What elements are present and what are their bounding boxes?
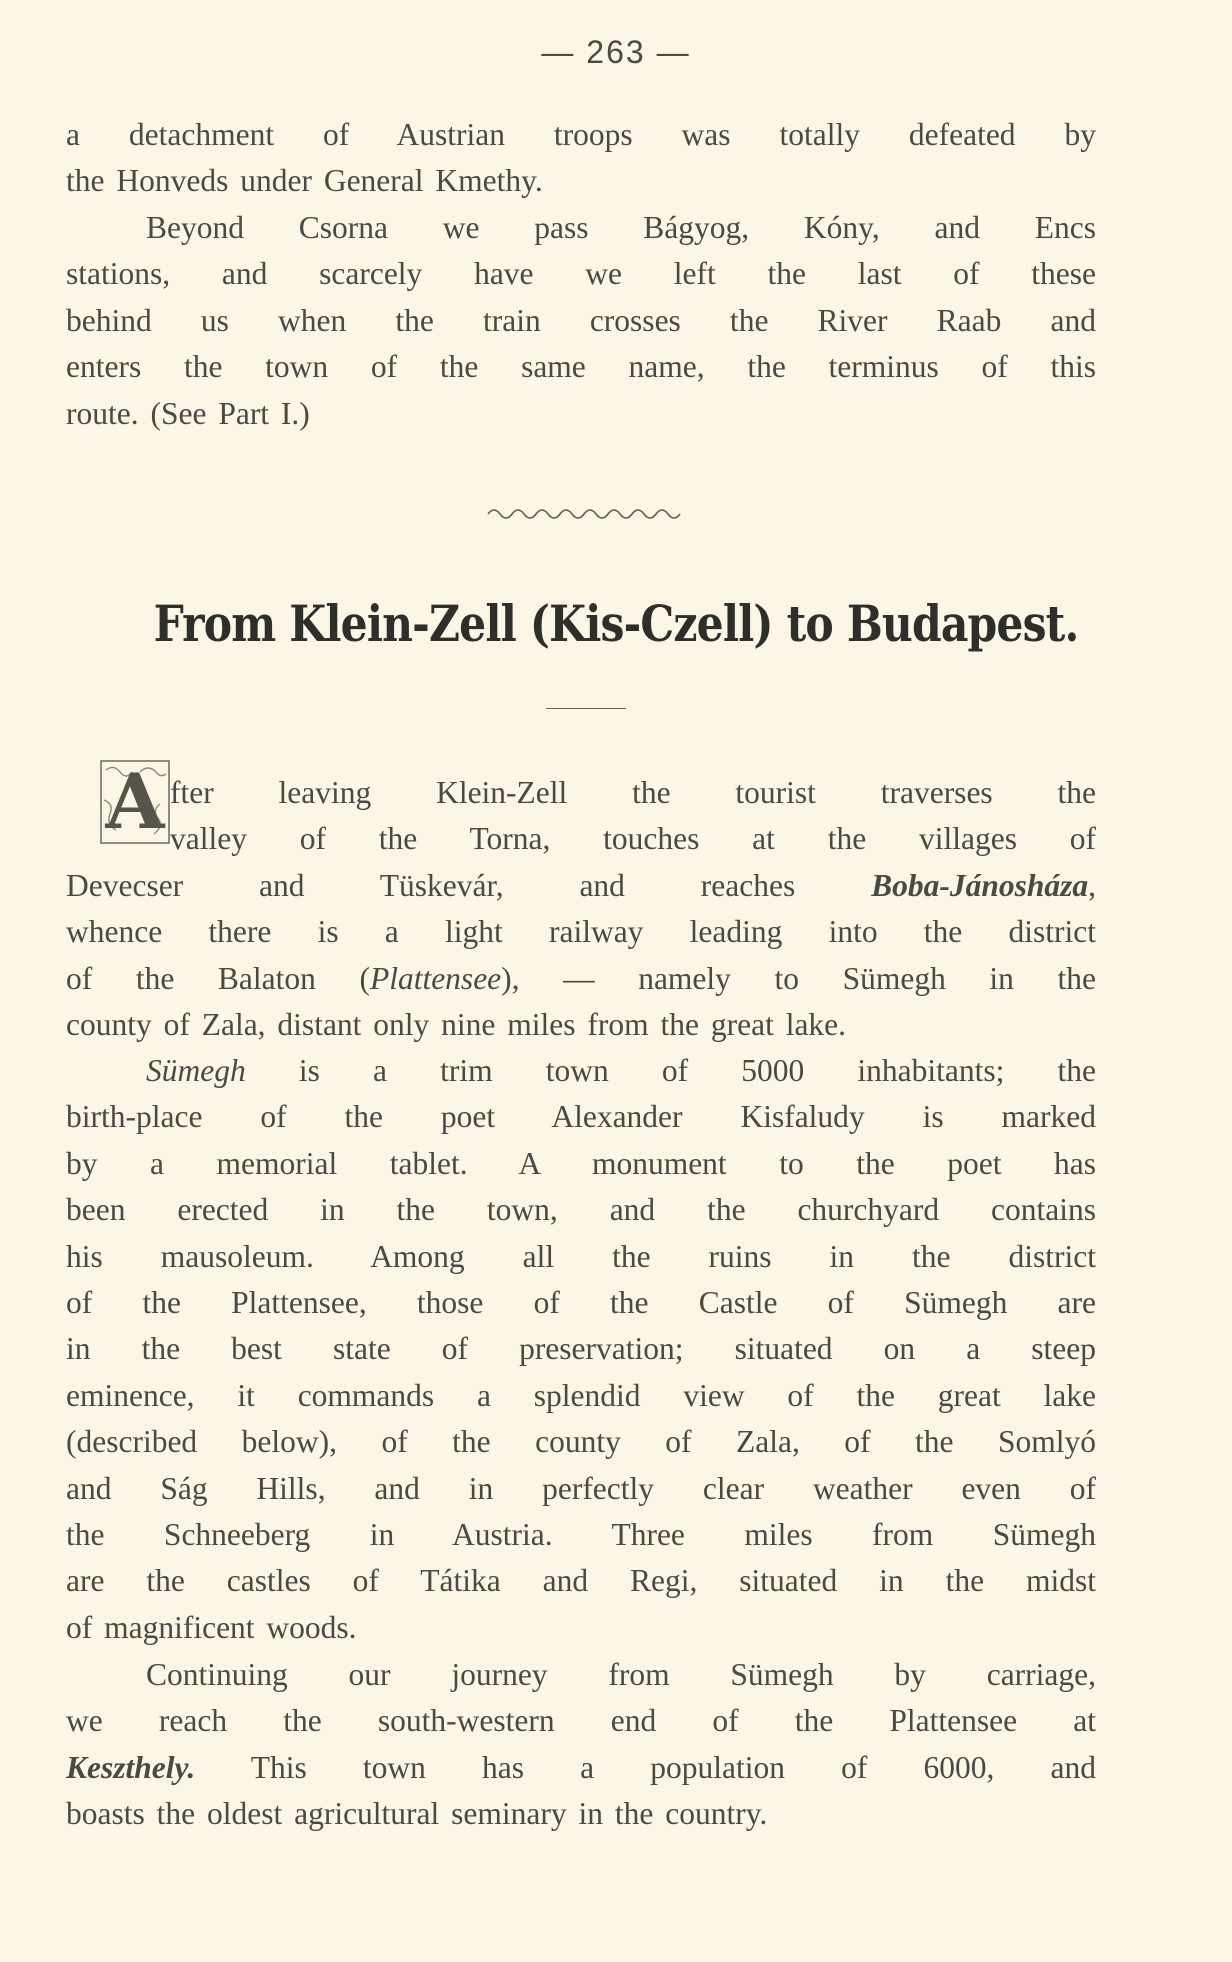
text-line: Continuing our journey from Sümegh by carriage, — [146, 1657, 1096, 1692]
text-line: of magnificent woods. — [66, 1609, 357, 1645]
paragraph-continuing — [66, 1652, 1096, 1838]
text-line: fter leaving Klein-Zell the tourist traverses the — [170, 775, 1096, 810]
text-line: county of Zala, distant only nine miles from the great lake. — [66, 1006, 847, 1042]
text-line: route. (See Part I.) — [66, 395, 310, 431]
text-line: (described below), of the county of Zala, of the Somlyó — [66, 1424, 1096, 1460]
paragraph-sumegh — [66, 1048, 1096, 1651]
text-line: boasts the oldest agricultural seminary in the country. — [66, 1796, 768, 1832]
text-line: stations, and scarcely have we left the last of these — [66, 256, 1096, 292]
text-line: birth-place of the poet Alexander Kisfaludy is marked — [66, 1099, 1096, 1135]
text-line: enters the town of the same name, the terminus of this — [66, 349, 1096, 385]
text-line — [66, 1048, 1096, 1094]
place-name-plattensee: Plattensee — [369, 960, 502, 996]
text-span: of the Balaton ( — [66, 960, 370, 996]
text-span: , — [1088, 867, 1096, 903]
text-span: This town has a population of 6000, and — [195, 1749, 1096, 1785]
text-line: behind us when the train crosses the River Raab and — [66, 302, 1096, 338]
text-line: of the Plattensee, those of the Castle of Sümegh are — [66, 1284, 1096, 1320]
text-line: valley of the Torna, touches at the villages of — [170, 821, 1096, 857]
paragraph-beyond-csorna — [66, 205, 1096, 437]
text-line: in the best state of preservation; situated on a steep — [66, 1331, 1096, 1367]
text-line — [66, 1745, 1096, 1791]
text-line: been erected in the town, and the churchyard contains — [66, 1192, 1096, 1228]
text-span: ), — namely to Sümegh in the — [501, 960, 1096, 996]
heading-rule — [546, 708, 626, 709]
text-line: whence there is a light railway leading into the district — [66, 914, 1096, 950]
section-heading: From Klein-Zell (Kis-Czell) to Budapest. — [153, 594, 1079, 653]
text-line: the Schneeberg in Austria. Three miles from Sümegh — [66, 1516, 1096, 1552]
dropcap-letter: A — [105, 757, 165, 846]
wavy-divider-ornament — [486, 500, 686, 524]
place-name-boba-janoshaza: Boba-Jánosháza — [871, 867, 1089, 903]
text-line — [66, 956, 1096, 1002]
page-number: — 263 — — [541, 34, 691, 70]
text-line: Beyond Csorna we pass Bágyog, Kóny, and Encs — [146, 210, 1096, 245]
text-line: eminence, it commands a splendid view of the great lake — [66, 1377, 1096, 1413]
text-line: we reach the south-western end of the Plattensee at — [66, 1703, 1096, 1739]
text-span: Devecser and Tüskevár, and reaches — [66, 867, 872, 903]
text-line: a detachment of Austrian troops was totally defeated by — [66, 117, 1096, 152]
place-name-keszthely: Keszthely. — [66, 1749, 196, 1785]
text-line — [66, 863, 1096, 909]
place-name-sumegh: Sümegh — [146, 1053, 246, 1088]
text-line: the Honveds under General Kmethy. — [66, 163, 543, 199]
text-span: is a trim town of 5000 inhabitants; the — [245, 1053, 1096, 1088]
paragraph-klein-zell — [66, 770, 1096, 1048]
paragraph-continued — [66, 112, 1096, 205]
text-line: by a memorial tablet. A monument to the poet has — [66, 1145, 1096, 1181]
text-line: are the castles of Tátika and Regi, situated in the midst — [66, 1563, 1096, 1599]
text-line: and Ság Hills, and in perfectly clear weather even of — [66, 1470, 1096, 1506]
text-line: his mausoleum. Among all the ruins in the district — [66, 1238, 1096, 1274]
